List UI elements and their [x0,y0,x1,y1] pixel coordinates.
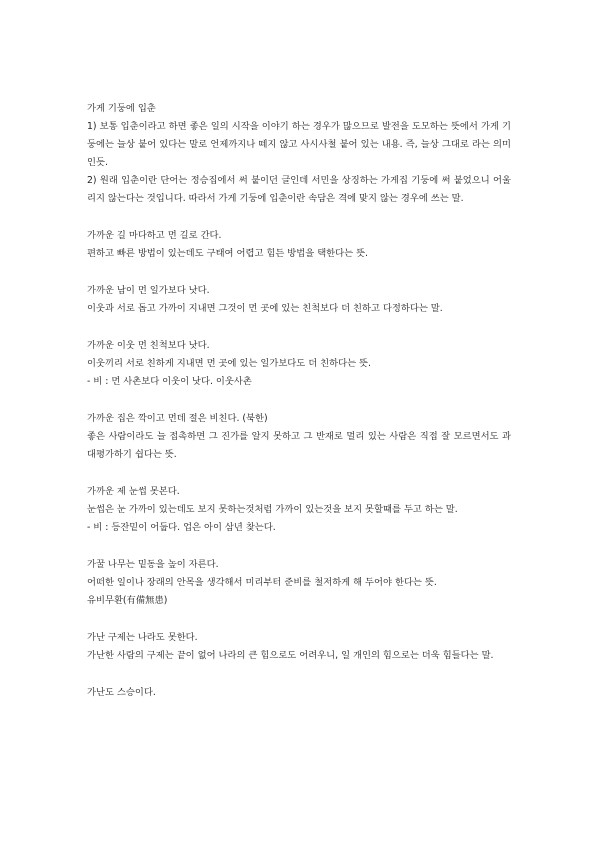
proverb-explanation: 좋은 사람이라도 늘 접촉하면 그 진가를 알지 못하고 그 반재로 멀리 있는 사람은 직접 잘 모르면서도 과대평가하기 쉽다는 뜻. [87,431,511,460]
proverb-explanation: 이웃과 서로 돕고 가까이 지내면 그것이 먼 곳에 있는 친척보다 더 친하고 다정하다는 말. [87,303,443,314]
proverb-explanation: 2) 원래 입춘이란 단어는 정승집에서 써 붙이던 글인데 서민을 상징하는 가게집 기둥에 써 붙었으니 어울리지 않는다는 것입니다. 따라서 가게 기둥에 입춘이란 속담은 격에 맞지 않는 경우에 쓰는 말. [87,175,511,204]
proverb-explanation: 1) 보통 입춘이라고 하면 좋은 일의 시작을 이야기 하는 경우가 많으므로 발전을 도모하는 뜻에서 가게 기둥에는 늘상 붙어 있다는 말로 언제까지나 떼지 않고 사시사철 붙어 있는 내용. 즉, 늘상 그대로 라는 의미 인듯. [87,121,511,168]
proverb-explanation: 어떠한 일이나 장래의 안목을 생각해서 미리부터 준비를 철저하게 해 두어야 한다는 뜻. [87,577,437,588]
proverb-title: 가게 기둥에 입춘 [87,103,156,114]
proverb-similar: - 비 : 먼 사촌보다 이웃이 낫다. 이웃사촌 [87,376,252,387]
proverb-explanation: 눈썹은 눈 가까이 있는데도 보지 못하는것처럼 가까이 있는것을 보지 못할때를 두고 하는 말. [87,504,458,515]
proverb-similar: - 비 : 등잔밑이 어둡다. 업은 아이 삼년 찾는다. [87,522,276,533]
proverb-entry [87,556,511,610]
proverb-entry [87,337,511,391]
proverb-entry [87,410,511,464]
proverb-title: 가까운 집은 깍이고 먼데 절은 비친다. (북한) [87,413,268,424]
proverb-title: 가난도 스승이다. [87,687,156,698]
proverb-title: 가난 구제는 나라도 못한다. [87,632,198,643]
proverb-title: 가까운 이웃 먼 친척보다 낫다. [87,340,210,351]
proverb-explanation: 편하고 빠른 방법이 있는데도 구태여 어렵고 힘든 방법을 택한다는 뜻. [87,248,369,259]
proverb-title: 가까운 길 마다하고 먼 길로 간다. [87,230,222,241]
proverb-entry [87,684,511,702]
proverb-explanation: 이웃끼리 서로 친하게 지내면 먼 곳에 있는 일가보다도 더 친하다는 뜻. [87,358,371,369]
proverb-list [87,100,511,721]
proverb-title: 가까운 남이 먼 일가보다 낫다. [87,285,210,296]
proverb-entry [87,227,511,263]
proverb-entry [87,629,511,665]
proverb-entry [87,483,511,537]
proverb-entry [87,282,511,318]
proverb-entry [87,100,511,208]
proverb-title: 가꿀 나무는 밑동을 높이 자른다. [87,559,219,570]
proverb-similar: 유비무환(有備無患) [87,595,168,606]
proverb-title: 가까운 제 눈썹 못본다. [87,486,180,497]
proverb-explanation: 가난한 사람의 구제는 끝이 없어 나라의 큰 힘으로도 어려우니, 일 개인의 힘으로는 더욱 힘들다는 말. [87,650,494,661]
